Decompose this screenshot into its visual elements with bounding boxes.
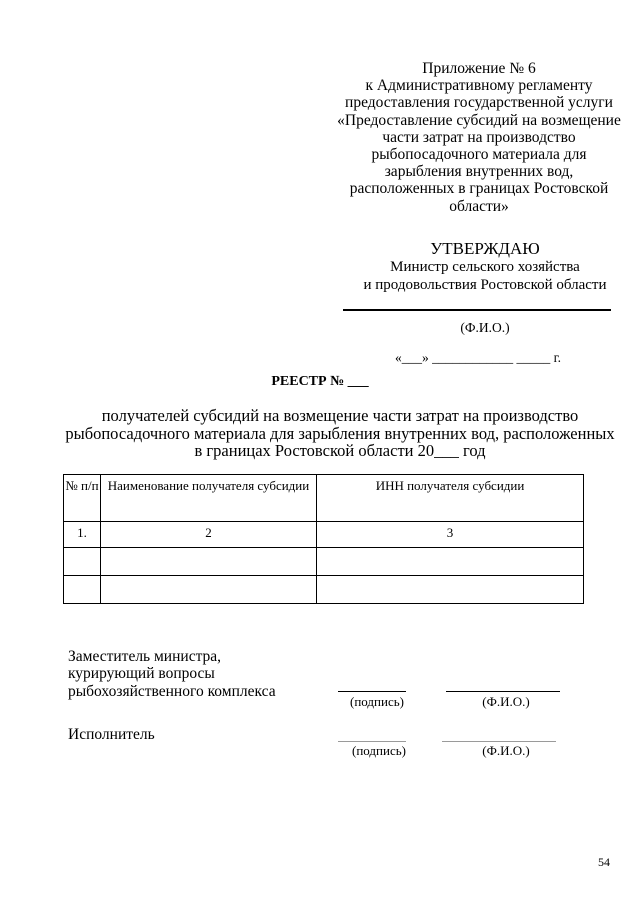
executor-signature-line (338, 741, 406, 742)
appendix-line: к Административному регламенту (365, 77, 593, 95)
executor-label: Исполнитель (68, 726, 155, 743)
registry-description-line: получателей субсидий на возмещение части затрат на производство (101, 406, 579, 425)
table-row (64, 548, 584, 576)
registry-table (63, 474, 584, 604)
table-cell (64, 548, 101, 576)
table-cell (317, 548, 584, 576)
registry-description-line: рыбопосадочного материала для зарыбления внутренних вод, расположенных (65, 423, 615, 443)
registry-description (40, 407, 640, 460)
approval-date-line: «___» ____________ _____ г. (395, 350, 562, 365)
table-row (64, 522, 584, 548)
table-cell: 1. (64, 522, 101, 548)
deputy-minister-label: Заместитель министра, курирующий вопросы рыбохозяйственного комплекса (68, 648, 276, 700)
table-cell: 3 (317, 522, 584, 548)
approval-signature-line (343, 309, 611, 311)
table-cell: 2 (101, 522, 317, 548)
deputy-fio-caption: (Ф.И.О.) (482, 694, 530, 709)
executor-fio-caption: (Ф.И.О.) (482, 743, 530, 758)
registry-title: РЕЕСТР № ___ (271, 374, 369, 389)
registry-description-line: в границах Ростовской области 20___ год (194, 441, 486, 460)
approval-position-line: и продовольствия Ростовской области (363, 277, 607, 293)
deputy-fio-line (446, 691, 560, 692)
table-cell (101, 548, 317, 576)
approval-fio-caption: (Ф.И.О.) (460, 320, 510, 335)
table-header-cell: № п/п (64, 475, 101, 522)
deputy-signature-caption: (подпись) (350, 694, 404, 709)
appendix-line: зарыбления внутренних вод, (384, 163, 574, 181)
appendix-line: предоставления государственной услуги (345, 94, 613, 112)
executor-fio-line (442, 741, 556, 742)
appendix-line: части затрат на производство (382, 128, 576, 146)
appendix-header (330, 60, 628, 215)
appendix-line: «Предоставление субсидий на возмещение (337, 111, 621, 129)
table-cell (317, 576, 584, 604)
page-number: 54 (598, 855, 610, 869)
appendix-line: расположенных в границах Ростовской (349, 180, 609, 198)
deputy-signature-line (338, 691, 406, 692)
table-header-cell: Наименование получателя субсидии (101, 475, 317, 522)
table-cell (64, 576, 101, 604)
approval-position-line: Министр сельского хозяйства (390, 259, 580, 275)
table-header-row (64, 475, 584, 522)
executor-signature-caption: (подпись) (352, 743, 406, 758)
appendix-line: области» (449, 197, 509, 215)
approval-title: УТВЕРЖДАЮ (430, 239, 540, 258)
table-header-cell: ИНН получателя субсидии (317, 475, 584, 522)
appendix-line: Приложение № 6 (422, 60, 536, 77)
appendix-line: рыбопосадочного материала для (371, 146, 587, 164)
table-row (64, 576, 584, 604)
table-cell (101, 576, 317, 604)
